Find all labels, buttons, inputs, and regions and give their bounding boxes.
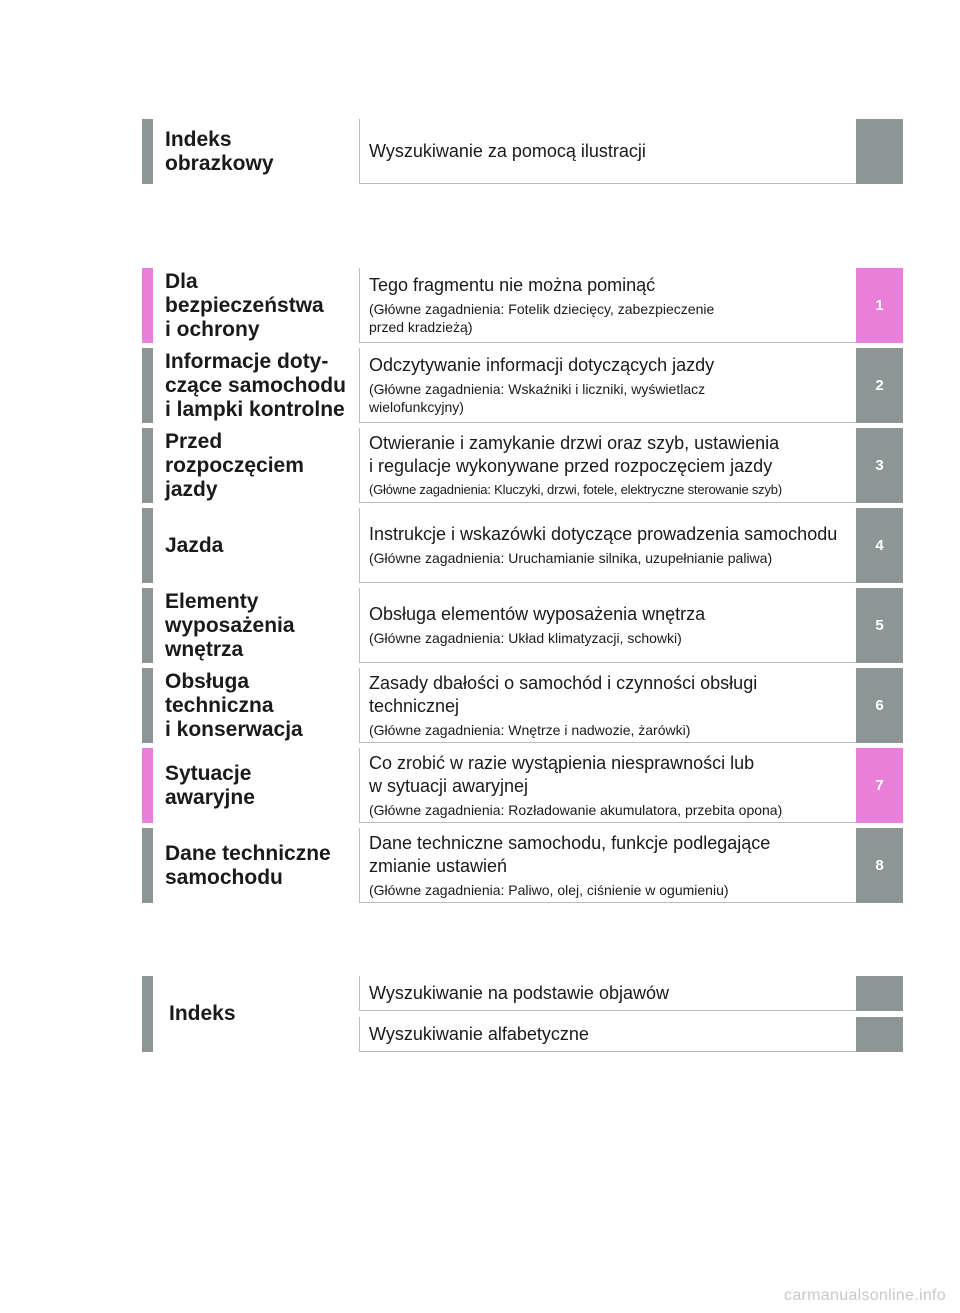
section-tab-1[interactable]: 1 <box>856 268 903 343</box>
section-bar <box>142 828 153 903</box>
section-tab-8[interactable]: 8 <box>856 828 903 903</box>
title-line: Dla <box>165 269 198 293</box>
title-line: wyposażenia <box>165 613 295 637</box>
title-line: i konserwacja <box>165 717 303 741</box>
title-line: bezpieczeństwa <box>165 293 324 317</box>
description-topics: (Główne zagadnienia: Rozładowanie akumulatora, przebita opona) <box>369 801 783 818</box>
section-tab-5[interactable]: 5 <box>856 588 903 663</box>
index-tab-alphabetical[interactable] <box>856 1017 903 1052</box>
section-description <box>359 668 856 743</box>
section-row-6[interactable] <box>142 668 903 743</box>
section-bar <box>142 428 153 503</box>
index-block <box>142 976 903 1052</box>
section-row-2[interactable] <box>142 348 903 423</box>
description-main: Zasady dbałości o samochód i czynności obsługi <box>369 672 758 693</box>
picture-index-title <box>165 119 357 184</box>
description-text: Wyszukiwanie za pomocą ilustracji <box>369 140 646 161</box>
title-line: Informacje doty- <box>165 349 329 373</box>
section-tab-6[interactable]: 6 <box>856 668 903 743</box>
section-bar <box>142 508 153 583</box>
picture-index-tab[interactable] <box>856 119 903 184</box>
section-row-3[interactable] <box>142 428 903 503</box>
section-title <box>165 508 357 583</box>
picture-index-description <box>359 119 856 184</box>
title-line: samochodu <box>165 865 283 889</box>
section-bar <box>142 119 153 184</box>
description-main: technicznej <box>369 695 460 716</box>
index-item-symptoms[interactable] <box>359 976 856 1011</box>
description-topics: wielofunkcyjny) <box>369 399 464 415</box>
section-title <box>165 348 357 423</box>
description-topics: (Główne zagadnienia: Paliwo, olej, ciśnienie w ogumieniu) <box>369 881 729 898</box>
title-line: rozpoczęciem <box>165 453 304 477</box>
section-title <box>165 748 357 823</box>
section-row-5[interactable] <box>142 588 903 663</box>
section-bar <box>142 976 153 1052</box>
section-row-7[interactable] <box>142 748 903 823</box>
description-main: Instrukcje i wskazówki dotyczące prowadzenia samochodu <box>369 524 838 544</box>
description-main: Obsługa elementów wyposażenia wnętrza <box>369 604 706 624</box>
section-description <box>359 428 856 503</box>
section-description <box>359 748 856 823</box>
description-main: Otwieranie i zamykanie drzwi oraz szyb, ustawienia <box>369 432 780 453</box>
description-main: i regulacje wykonywane przed rozpoczęciem jazdy <box>369 455 773 476</box>
title-line: techniczna <box>165 693 274 717</box>
description-main: Tego fragmentu nie można pominąć <box>369 275 656 295</box>
section-row-4[interactable] <box>142 508 903 583</box>
section-description <box>359 348 856 423</box>
title-line: awaryjne <box>165 785 255 809</box>
title-line: obrazkowy <box>165 151 274 175</box>
title-line: Sytuacje <box>165 761 252 785</box>
section-title <box>165 268 357 343</box>
title-line: wnętrza <box>165 637 244 661</box>
description-topics: (Główne zagadnienia: Układ klimatyzacji, schowki) <box>369 630 682 646</box>
description-main: Odczytywanie informacji dotyczących jazdy <box>369 355 715 375</box>
title-line: Indeks <box>165 127 232 151</box>
section-description <box>359 268 856 343</box>
section-tab-3[interactable]: 3 <box>856 428 903 503</box>
title-line: Dane techniczne <box>165 841 331 865</box>
section-description <box>359 828 856 903</box>
description-topics: (Główne zagadnienia: Kluczyki, drzwi, fotele, elektryczne sterowanie szyb) <box>369 481 782 497</box>
description-main: zmianie ustawień <box>369 855 508 876</box>
watermark: carmanualsonline.info <box>784 1287 946 1304</box>
section-bar <box>142 588 153 663</box>
title-line: Przed <box>165 429 223 453</box>
description-topics: (Główne zagadnienia: Wskaźniki i liczniki, wyświetlacz <box>369 381 706 397</box>
description-main: w sytuacji awaryjnej <box>369 775 529 796</box>
section-description <box>359 588 856 663</box>
section-bar <box>142 668 153 743</box>
section-bar <box>142 268 153 343</box>
section-title <box>165 588 357 663</box>
index-tab-symptoms[interactable] <box>856 976 903 1011</box>
section-row-1[interactable] <box>142 268 903 343</box>
title-line: Jazda <box>165 533 224 557</box>
description-main: Co zrobić w razie wystąpienia niesprawności lub <box>369 752 755 773</box>
title-line: jazdy <box>165 477 218 501</box>
section-title <box>165 428 357 503</box>
description-topics: (Główne zagadnienia: Wnętrze i nadwozie, żarówki) <box>369 721 691 738</box>
title-line: i ochrony <box>165 317 260 341</box>
picture-index-row[interactable] <box>142 119 903 184</box>
section-description <box>359 508 856 583</box>
section-tab-2[interactable]: 2 <box>856 348 903 423</box>
section-row-8[interactable] <box>142 828 903 903</box>
description-topics: (Główne zagadnienia: Uruchamianie silnika, uzupełnianie paliwa) <box>369 550 773 566</box>
title-line: czące samochodu <box>165 373 346 397</box>
section-bar <box>142 348 153 423</box>
section-bar <box>142 748 153 823</box>
section-tab-4[interactable]: 4 <box>856 508 903 583</box>
index-title: Indeks <box>169 1002 236 1025</box>
title-line: i lampki kontrolne <box>165 397 345 421</box>
section-tab-7[interactable]: 7 <box>856 748 903 823</box>
description-topics: (Główne zagadnienia: Fotelik dziecięcy, zabezpieczenie <box>369 301 715 317</box>
title-line: Obsługa <box>165 669 250 693</box>
title-line: Elementy <box>165 589 259 613</box>
section-title <box>165 668 357 743</box>
index-item-label: Wyszukiwanie alfabetyczne <box>369 1023 589 1044</box>
index-item-label: Wyszukiwanie na podstawie objawów <box>369 982 669 1003</box>
description-topics: przed kradzieżą) <box>369 319 473 335</box>
index-item-alphabetical[interactable] <box>359 1017 856 1052</box>
description-main: Dane techniczne samochodu, funkcje podlegające <box>369 832 771 853</box>
section-title <box>165 828 357 903</box>
